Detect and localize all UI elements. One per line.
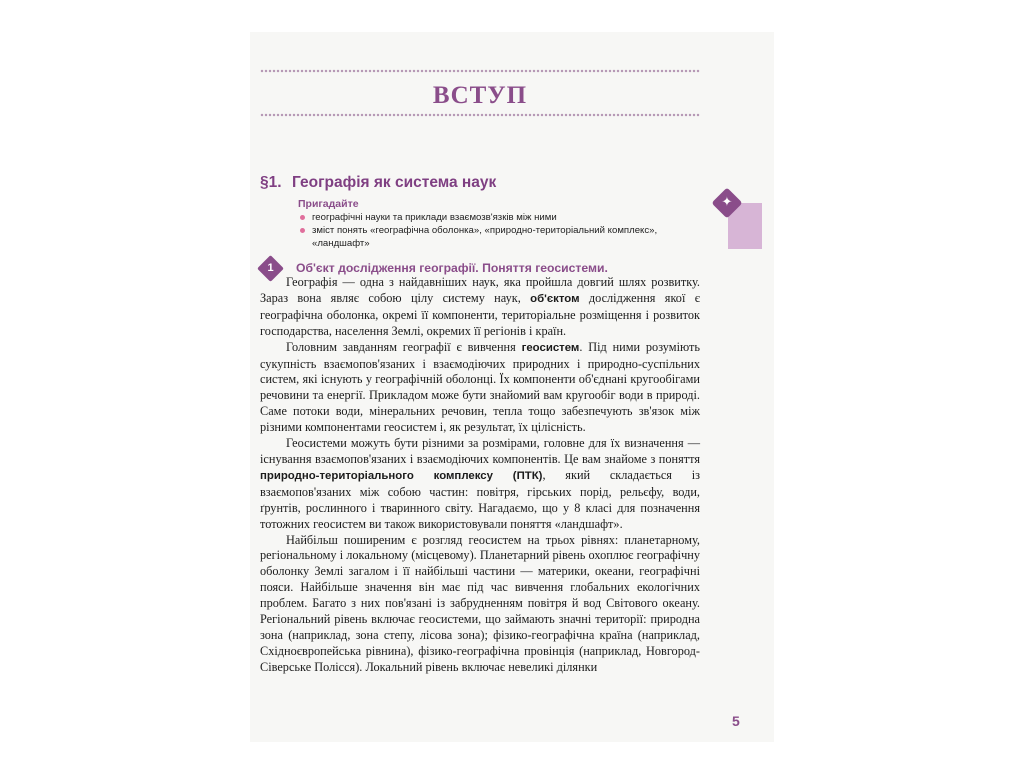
- recall-list: [298, 211, 708, 250]
- decorative-dotted-rule-top: [260, 69, 700, 75]
- paragraph-text: Географія — одна з найдавніших наук, яка пройшла довгий шлях розвитку. Зараз вона являє собою цілу систему наук,: [260, 275, 700, 305]
- paragraph: [260, 275, 700, 340]
- body-text: [260, 275, 700, 676]
- recall-box: [298, 198, 708, 250]
- subsection-number: 1: [267, 262, 274, 274]
- subsection-title: Об'єкт дослідження географії. Поняття геосистеми.: [296, 261, 608, 275]
- paragraph-text: Геосистеми можуть бути різними за розмірами, головне для їх визначення — існування взаємопов'язаних і взаємодіючих компонентів. Це вам знайоме з поняття: [260, 436, 700, 466]
- paragraph-text: . Під ними розуміють сукупність взаємопов'язаних і взаємодіючих природних і природно-суспільних систем, які існують у географічній оболонці. Їх компоненти об'єднані кругообігами речовини та енергії. Прикладом може бути знайомий вам кругообіг води в природі. Саме потоки води, мінеральних речовин, тепла тощо забезпечують зв'язок між різними компонентами геосистем і, як результат, їх цілісність.: [260, 339, 700, 435]
- textbook-page: [250, 32, 774, 742]
- recall-item: географічні науки та приклади взаємозв'язків між ними: [298, 211, 708, 224]
- section-number: §1.: [260, 174, 282, 191]
- section-title: Географія як система наук: [292, 174, 497, 191]
- decorative-dotted-rule-bottom: [260, 113, 700, 119]
- section-heading: [260, 174, 496, 192]
- recall-heading: Пригадайте: [298, 198, 359, 210]
- paragraph: Найбільш поширеним є розгляд геосистем на трьох рівнях: планетарному, регіональному і локальному (місцевому). Планетарний рівень охоплює географічну оболонку Землі загалом і її найбільші частини — материки, океани, географічні пояси. Найбільше значення він має під час вивчення глобальних екологічних проблем. Багато з них пов'язані із забрудненням повітря й вод Світового океану. Регіональний рівень включає геосистеми, що займають значні території: природна зона (наприклад, зона степу, лісова зона); фізико-географічна країна (наприклад, Східноєвропейська рівнина), фізико-географічна провінція (наприклад, Новгород-Сіверське Полісся). Локальний рівень включає невеликі ділянки: [260, 532, 700, 674]
- person-icon: ✦: [721, 195, 733, 210]
- paragraph-text: Головним завданням географії є вивчення: [286, 339, 522, 354]
- paragraph-text: , який складається із взаємопов'язаних між собою частин: повітря, гірських порід, рельєфу, води, ґрунтів, рослинного і тваринного світу. Нагадаємо, що у 8 класі для позначення тотожних геосистем ви також використовували поняття «ландшафт».: [260, 467, 700, 531]
- bold-term: об'єктом: [530, 292, 580, 305]
- bold-term: геосистем: [521, 341, 580, 354]
- paragraph: [260, 436, 700, 532]
- bold-term: природно-територіального комплексу (ПТК): [260, 469, 543, 482]
- paragraph: [260, 340, 700, 436]
- recall-item: зміст понять «географічна оболонка», «природно-територіальний комплекс», «ландшафт»: [298, 224, 708, 250]
- page-number: 5: [732, 713, 740, 729]
- chapter-title: ВСТУП: [432, 82, 528, 109]
- paragraph-text: дослідження якої є географічна оболонка, окремі її компоненти, територіальне розміщення і розвиток господарства, населення Землі, окремих її регіонів і країн.: [260, 290, 700, 338]
